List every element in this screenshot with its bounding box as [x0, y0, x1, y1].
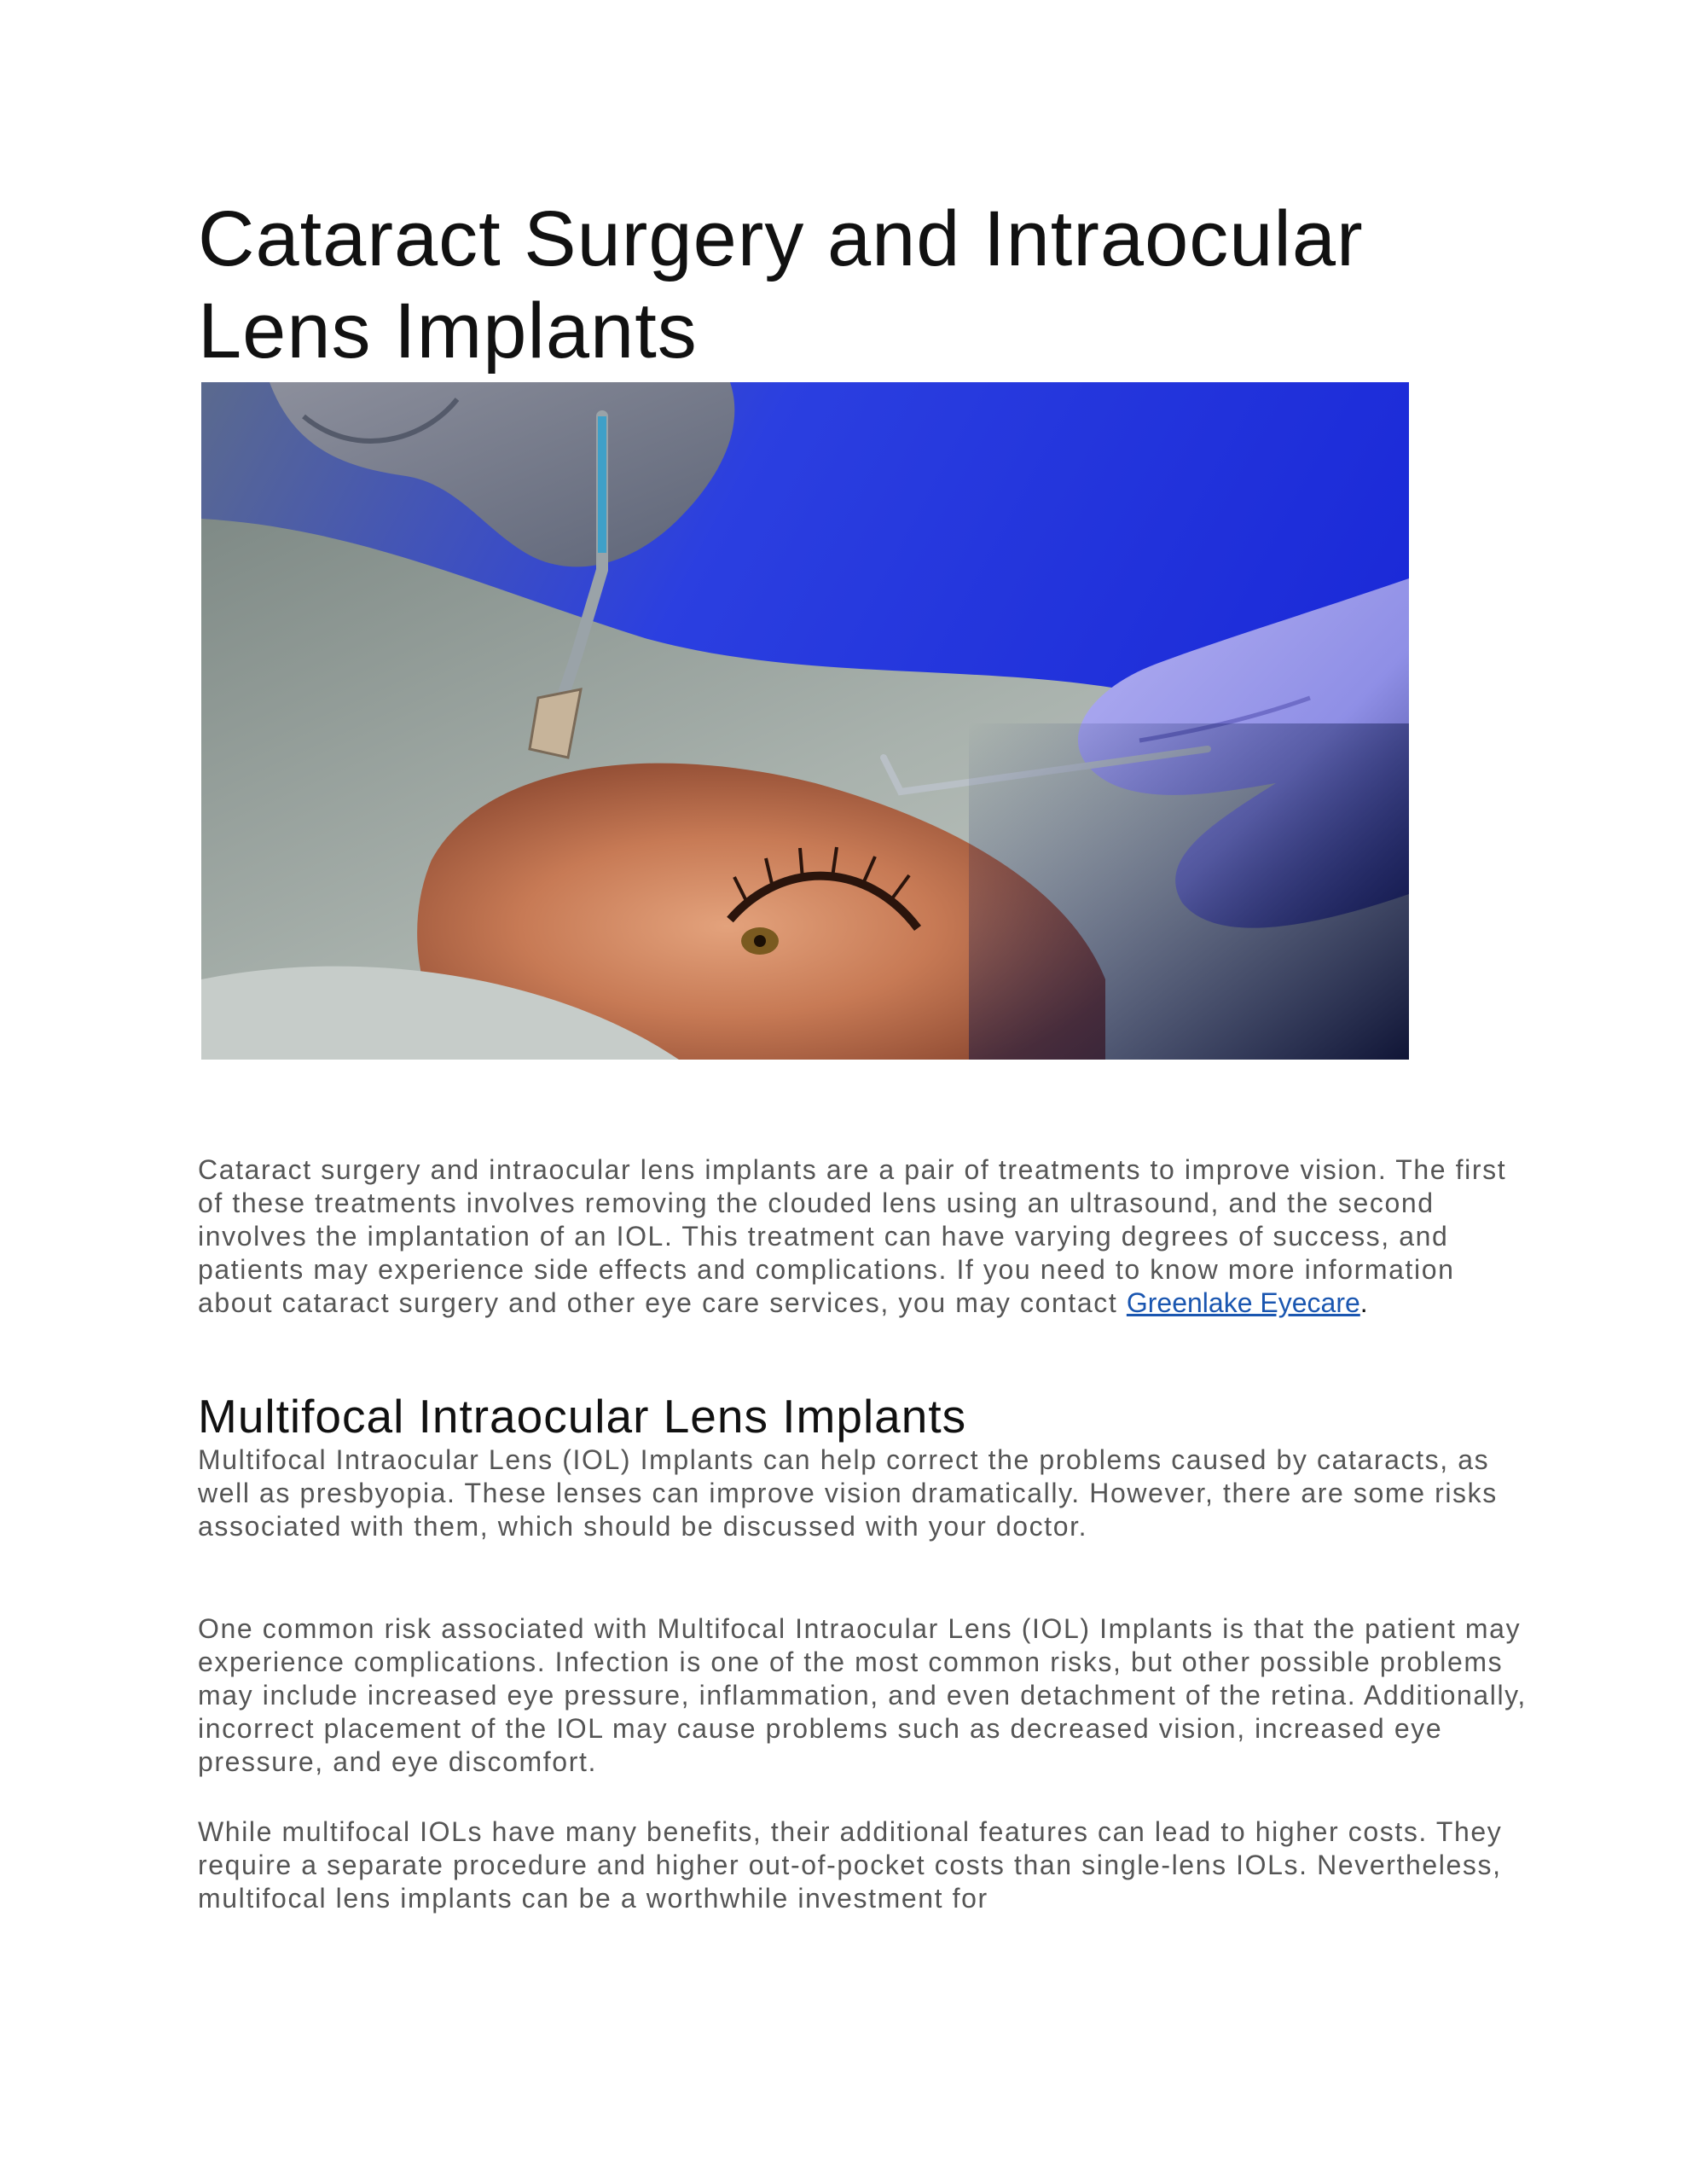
intro-text: Cataract surgery and intraocular lens implants are a pair of treatments to improve vision. The first of these treatments involves removing the clouded lens using an ultrasound, and the second involves the implantation of an IOL. This treatment can have varying degrees of success, and patients may experience side effects and complications. If you need to know more information about cataract surgery and other eye care services, you may contact [198, 1154, 1507, 1318]
page-title: Cataract Surgery and Intraocular Lens Implants [198, 195, 1364, 375]
section-paragraph-1: Multifocal Intraocular Lens (IOL) Implants can help correct the problems caused by cataracts, as well as presbyopia. These lenses can improve vision dramatically. However, there are some risks associated with them, which should be discussed with your doctor. [198, 1444, 1498, 1542]
section-paragraph-2: One common risk associated with Multifocal Intraocular Lens (IOL) Implants is that the patient may experience complications. Infection is one of the most common risks, but other possible problems may include increased eye pressure, inflammation, and even detachment of the retina. Additionally, incorrect placement of the IOL may cause problems such as decreased vision, increased eye pressure, and eye discomfort. [198, 1613, 1527, 1777]
intro-paragraph [198, 1153, 1528, 1320]
section-paragraph-3: While multifocal IOLs have many benefits, their additional features can lead to higher costs. They require a separate procedure and higher out-of-pocket costs than single-lens IOLs. Nevertheless, multifocal lens implants can be a worthwhile investment for [198, 1816, 1503, 1914]
cataract-surgery-photo [201, 382, 1409, 1060]
section-heading: Multifocal Intraocular Lens Implants [198, 1390, 967, 1443]
greenlake-eyecare-link[interactable]: Greenlake Eyecare [1126, 1287, 1360, 1318]
intro-trailing: . [1359, 1287, 1370, 1318]
hero-image [201, 382, 1409, 1060]
